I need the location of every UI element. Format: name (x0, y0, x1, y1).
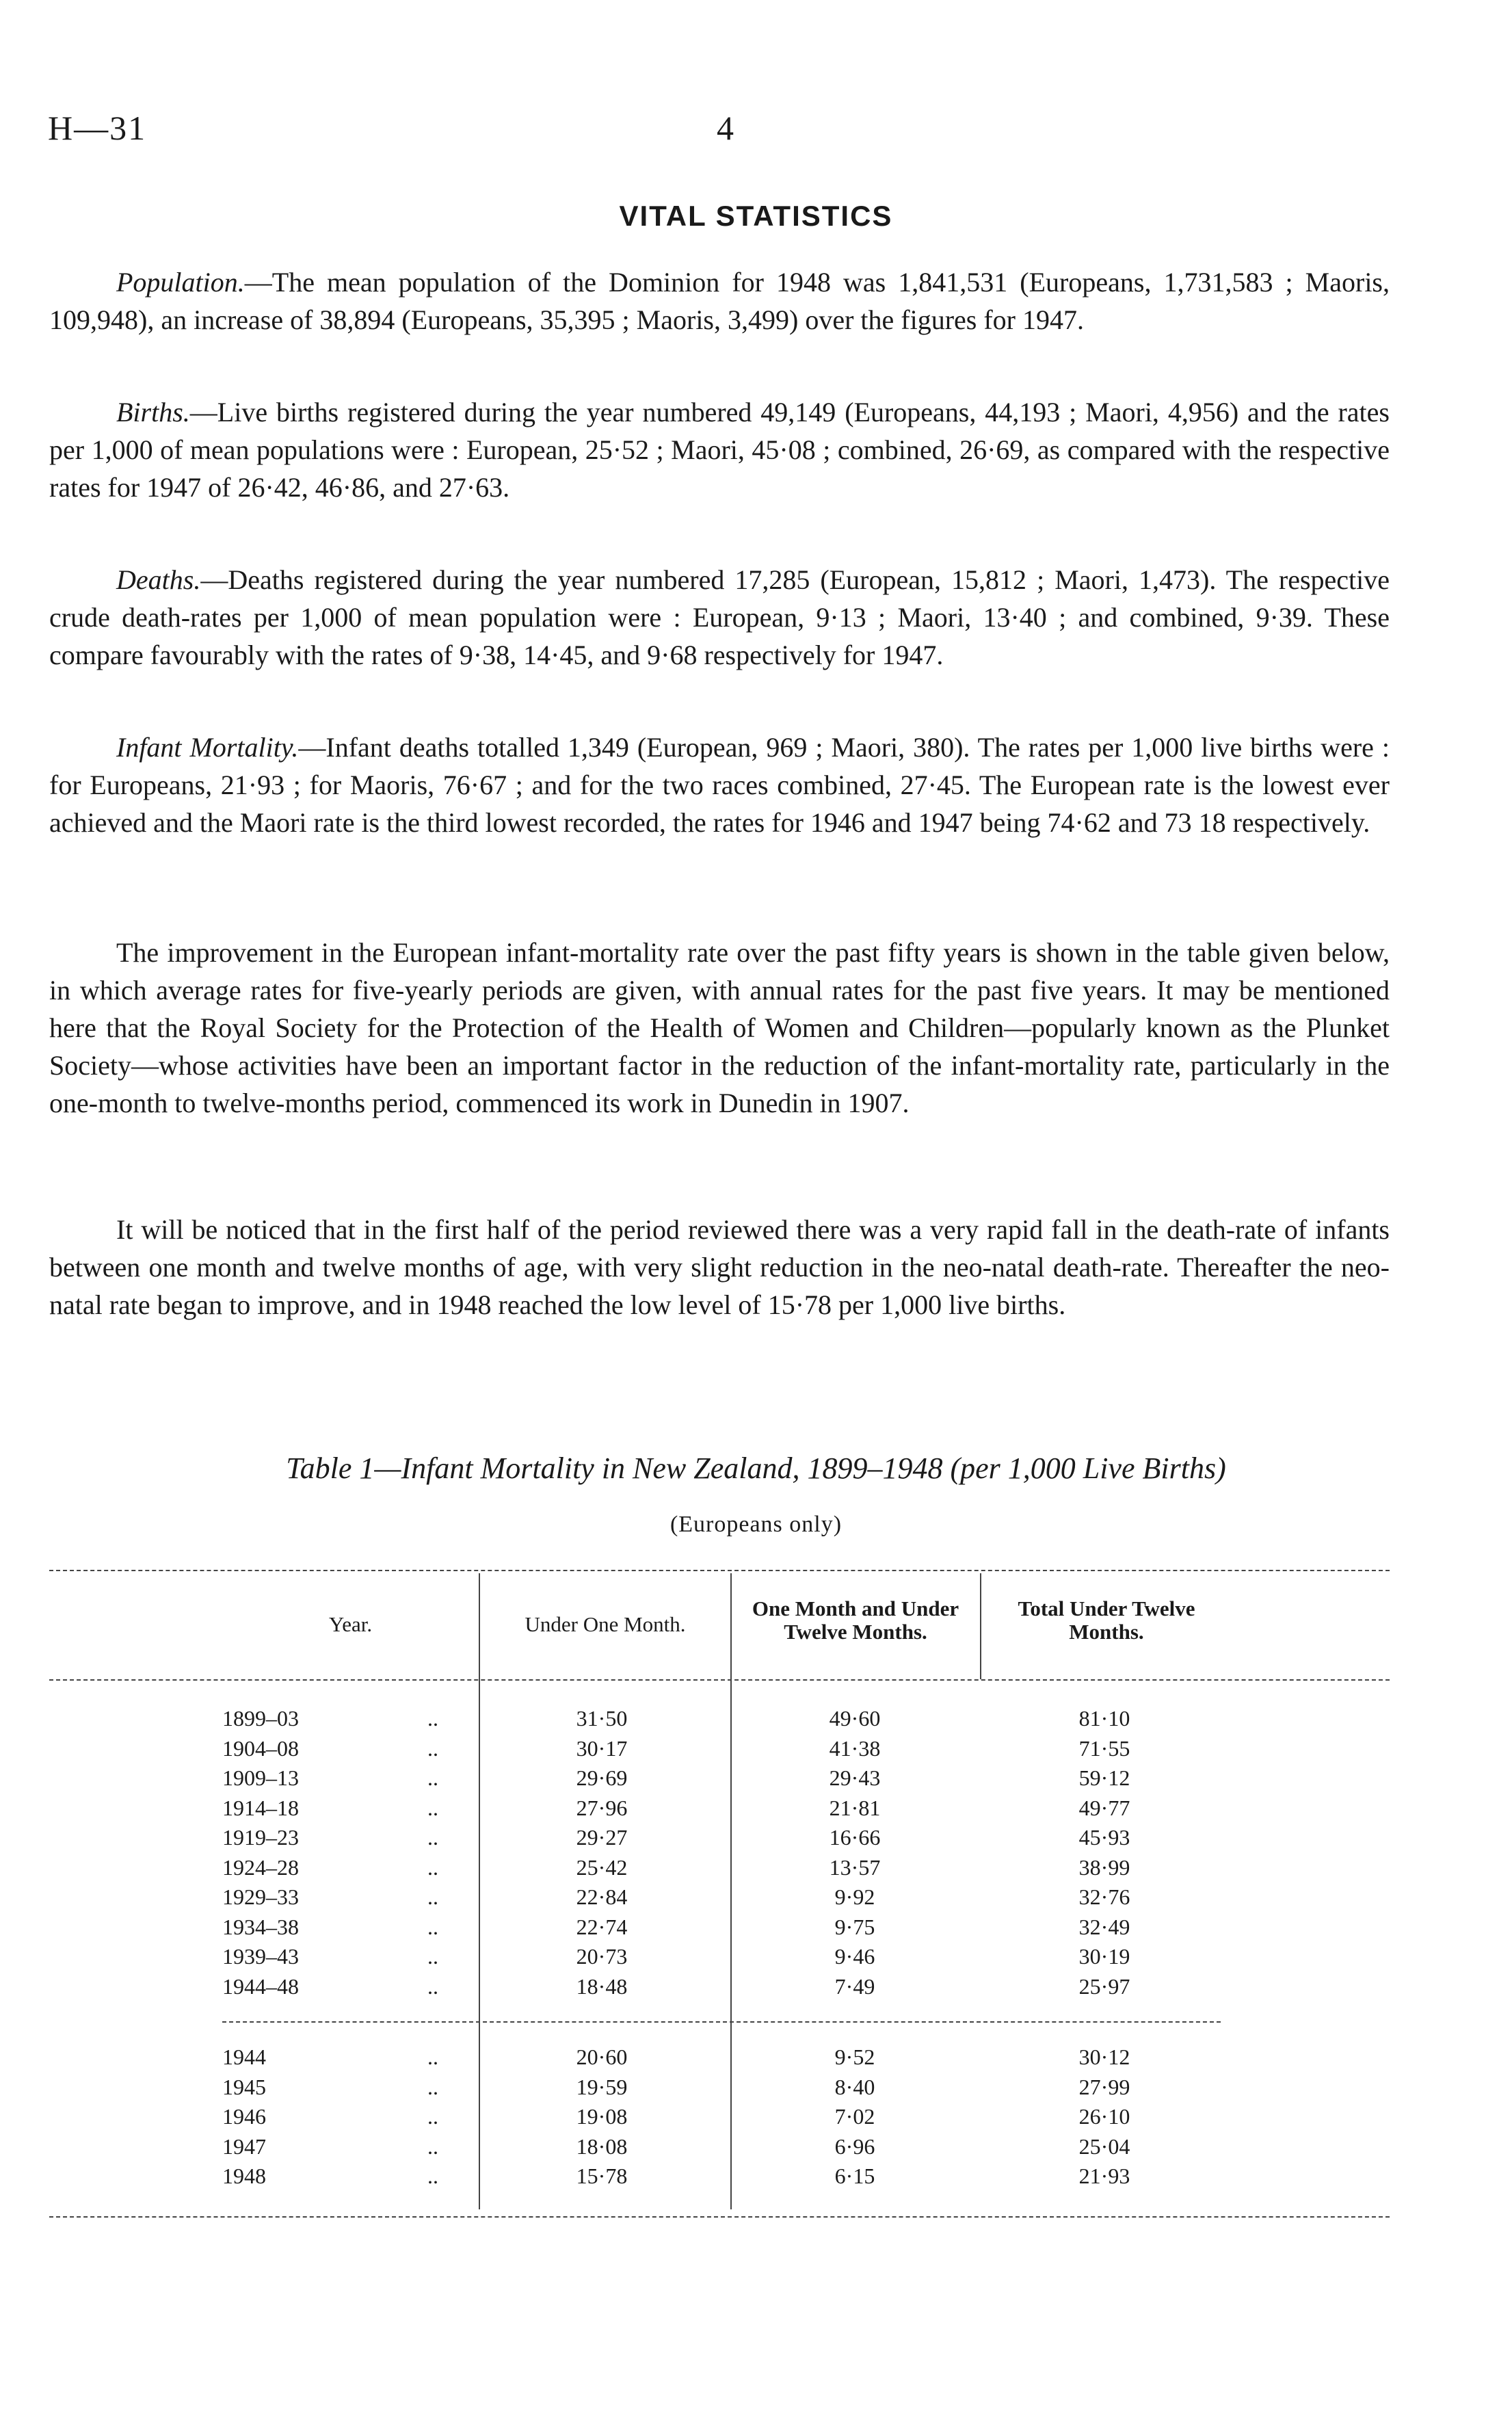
page-number: 4 (717, 109, 734, 147)
leader-dots: .. (427, 1825, 438, 1850)
table-section-rule (222, 2021, 1221, 2023)
cell-one-to-twelve-months: 49·60 (829, 1706, 881, 1731)
cell-year: 1914–18 (222, 1795, 299, 1820)
table-top-rule (49, 1570, 1390, 1571)
cell-total-under-twelve: 45·93 (1078, 1825, 1130, 1850)
cell-total-under-twelve: 81·10 (1078, 1706, 1130, 1731)
table-header-rule (49, 1679, 1390, 1681)
paragraph-text: —Live births registered during the year numbered 49,149 (Europeans, 44,193 ; Maori, 4,956) and the rates per 1,000 of mean populations were : European, 25·52 ; Maori, 45·08 ; combined, 26·69, as compared with the respective rates for 1947 of 26·42, 46·86, and 27·63. (49, 397, 1390, 503)
cell-under-one-month: 19·59 (576, 2074, 628, 2099)
leader-dots: .. (427, 1914, 438, 1939)
paragraph-improvement: The improvement in the European infant-mortality rate over the past fifty years is shown in the table given below, in which average rates for five-yearly periods are given, with annual rates for the past five years. It may be mentioned here that the Royal Society for the Protection of the Health of Women and Children—popularly known as the Plunket Society—whose activities have been an important factor in the reduction of the infant-mortality rate, particularly in the one-month to twelve-months period, commenced its work in Dunedin in 1907. (49, 937, 1390, 1118)
cell-year: 1948 (222, 2164, 266, 2188)
leader-dots: .. (427, 2104, 438, 2129)
column-divider (980, 1573, 981, 1679)
paragraph-deaths (49, 561, 1390, 674)
cell-total-under-twelve: 38·99 (1078, 1854, 1130, 1880)
cell-year: 1924–28 (222, 1854, 299, 1880)
cell-under-one-month: 18·08 (576, 2133, 628, 2159)
cell-total-under-twelve: 26·10 (1078, 2104, 1130, 2129)
table-bottom-rule (49, 2216, 1390, 2218)
cell-under-one-month: 27·96 (576, 1795, 628, 1820)
table-subcaption: (Europeans only) (669, 1512, 843, 1537)
leader-dots: .. (427, 1765, 438, 1790)
cell-under-one-month: 25·42 (576, 1854, 628, 1880)
cell-total-under-twelve: 30·12 (1078, 2045, 1130, 2069)
paragraph-lead: Infant Mortality. (116, 732, 299, 763)
paragraph-text: —The mean population of the Dominion for 1948 was 1,841,531 (Europeans, 1,731,583 ; Maoris, 109,948), an increase of 38,894 (Europeans, 35,395 ; Maoris, 3,499) over the figures for 1947. (49, 267, 1390, 335)
page-title: VITAL STATISTICS (619, 200, 893, 232)
page-reference: H—31 (48, 109, 147, 147)
cell-year: 1919–23 (222, 1825, 299, 1850)
cell-year: 1904–08 (222, 1735, 299, 1761)
cell-under-one-month: 20·73 (576, 1944, 628, 1969)
leader-dots: .. (427, 1973, 438, 1999)
cell-under-one-month: 22·84 (576, 1884, 628, 1909)
leader-dots: .. (427, 1884, 438, 1909)
cell-one-to-twelve-months: 9·75 (834, 1914, 875, 1939)
header-year: Year. (328, 1612, 373, 1636)
cell-one-to-twelve-months: 29·43 (829, 1765, 881, 1790)
leader-dots: .. (427, 2045, 438, 2069)
paragraph-text: —Deaths registered during the year numbered 17,285 (European, 15,812 ; Maori, 1,473). The respective crude death-rates per 1,000 of mean population were : European, 9·13 ; Maori, 13·40 ; and combined, 9·39. These compare favourably with the rates of 9·38, 14·45, and 9·68 respectively for 1947. (49, 564, 1390, 670)
cell-total-under-twelve: 32·49 (1078, 1914, 1130, 1939)
header-under-one-month: Under One Month. (525, 1612, 686, 1636)
cell-year: 1947 (222, 2133, 266, 2159)
cell-one-to-twelve-months: 9·52 (834, 2045, 875, 2069)
cell-total-under-twelve: 30·19 (1078, 1944, 1130, 1969)
cell-under-one-month: 22·74 (576, 1914, 628, 1939)
leader-dots: .. (427, 1795, 438, 1820)
cell-one-to-twelve-months: 9·92 (834, 1884, 875, 1909)
cell-year: 1946 (222, 2104, 266, 2129)
leader-dots: .. (427, 1706, 438, 1731)
paragraph-lead: Population. (116, 267, 245, 298)
cell-total-under-twelve: 71·55 (1078, 1735, 1130, 1761)
column-divider (730, 1573, 732, 2209)
header-total-under-twelve: Total Under Twelve Months. (1018, 1596, 1195, 1644)
paragraph-lead: Deaths. (116, 564, 201, 595)
cell-year: 1945 (222, 2074, 266, 2099)
cell-total-under-twelve: 49·77 (1078, 1795, 1130, 1820)
cell-year: 1944 (222, 2045, 266, 2069)
cell-one-to-twelve-months: 13·57 (829, 1854, 881, 1880)
leader-dots: .. (427, 2074, 438, 2099)
leader-dots: .. (427, 1944, 438, 1969)
paragraph-neo-natal: It will be noticed that in the first half of the period reviewed there was a very rapid fall in the death-rate of infants between one month and twelve months of age, with very slight reduction in the neo-natal death-rate. Thereafter the neo-natal rate began to improve, and in 1948 reached the low level of 15·78 per 1,000 live births. (49, 1214, 1390, 1320)
cell-total-under-twelve: 32·76 (1078, 1884, 1130, 1909)
paragraph-population (49, 263, 1390, 339)
paragraph-lead: Births. (116, 397, 190, 428)
cell-total-under-twelve: 27·99 (1078, 2074, 1130, 2099)
leader-dots: .. (427, 1854, 438, 1880)
cell-one-to-twelve-months: 21·81 (829, 1795, 881, 1820)
header-one-to-twelve-months: One Month and Under Twelve Months. (752, 1596, 959, 1644)
cell-year: 1944–48 (222, 1973, 299, 1999)
cell-one-to-twelve-months: 7·02 (834, 2104, 875, 2129)
cell-under-one-month: 29·69 (576, 1765, 628, 1790)
cell-total-under-twelve: 21·93 (1078, 2164, 1130, 2188)
cell-year: 1899–03 (222, 1706, 299, 1731)
paragraph-births (49, 393, 1390, 506)
paragraph-infant-mortality (49, 728, 1390, 841)
leader-dots: .. (427, 1735, 438, 1761)
cell-year: 1909–13 (222, 1765, 299, 1790)
cell-one-to-twelve-months: 16·66 (829, 1825, 881, 1850)
cell-one-to-twelve-months: 9·46 (834, 1944, 875, 1969)
cell-one-to-twelve-months: 6·15 (834, 2164, 875, 2188)
cell-under-one-month: 30·17 (576, 1735, 628, 1761)
cell-total-under-twelve: 25·04 (1078, 2133, 1130, 2159)
cell-total-under-twelve: 25·97 (1078, 1973, 1130, 1999)
cell-year: 1934–38 (222, 1914, 299, 1939)
cell-year: 1929–33 (222, 1884, 299, 1909)
leader-dots: .. (427, 2164, 438, 2188)
cell-one-to-twelve-months: 7·49 (834, 1973, 875, 1999)
cell-under-one-month: 31·50 (576, 1706, 628, 1731)
cell-under-one-month: 29·27 (576, 1825, 628, 1850)
leader-dots: .. (427, 2133, 438, 2159)
column-divider (479, 1573, 480, 2209)
cell-under-one-month: 20·60 (576, 2045, 628, 2069)
table-caption: Table 1—Infant Mortality in New Zealand, 1899–1948 (per 1,000 Live Births) (286, 1451, 1226, 1485)
cell-under-one-month: 19·08 (576, 2104, 628, 2129)
cell-under-one-month: 15·78 (576, 2164, 628, 2188)
cell-one-to-twelve-months: 41·38 (829, 1735, 881, 1761)
cell-one-to-twelve-months: 6·96 (834, 2133, 875, 2159)
paragraph-text: —Infant deaths totalled 1,349 (European, 969 ; Maori, 380). The rates per 1,000 live births were : for Europeans, 21·93 ; for Maoris, 76·67 ; and for the two races combined, 27·45. The European rate is the lowest ever achieved and the Maori rate is the third lowest recorded, the rates for 1946 and 1947 being 74·62 and 73 18 respectively. (49, 732, 1390, 838)
cell-year: 1939–43 (222, 1944, 299, 1969)
cell-one-to-twelve-months: 8·40 (834, 2074, 875, 2099)
cell-under-one-month: 18·48 (576, 1973, 628, 1999)
cell-total-under-twelve: 59·12 (1078, 1765, 1130, 1790)
